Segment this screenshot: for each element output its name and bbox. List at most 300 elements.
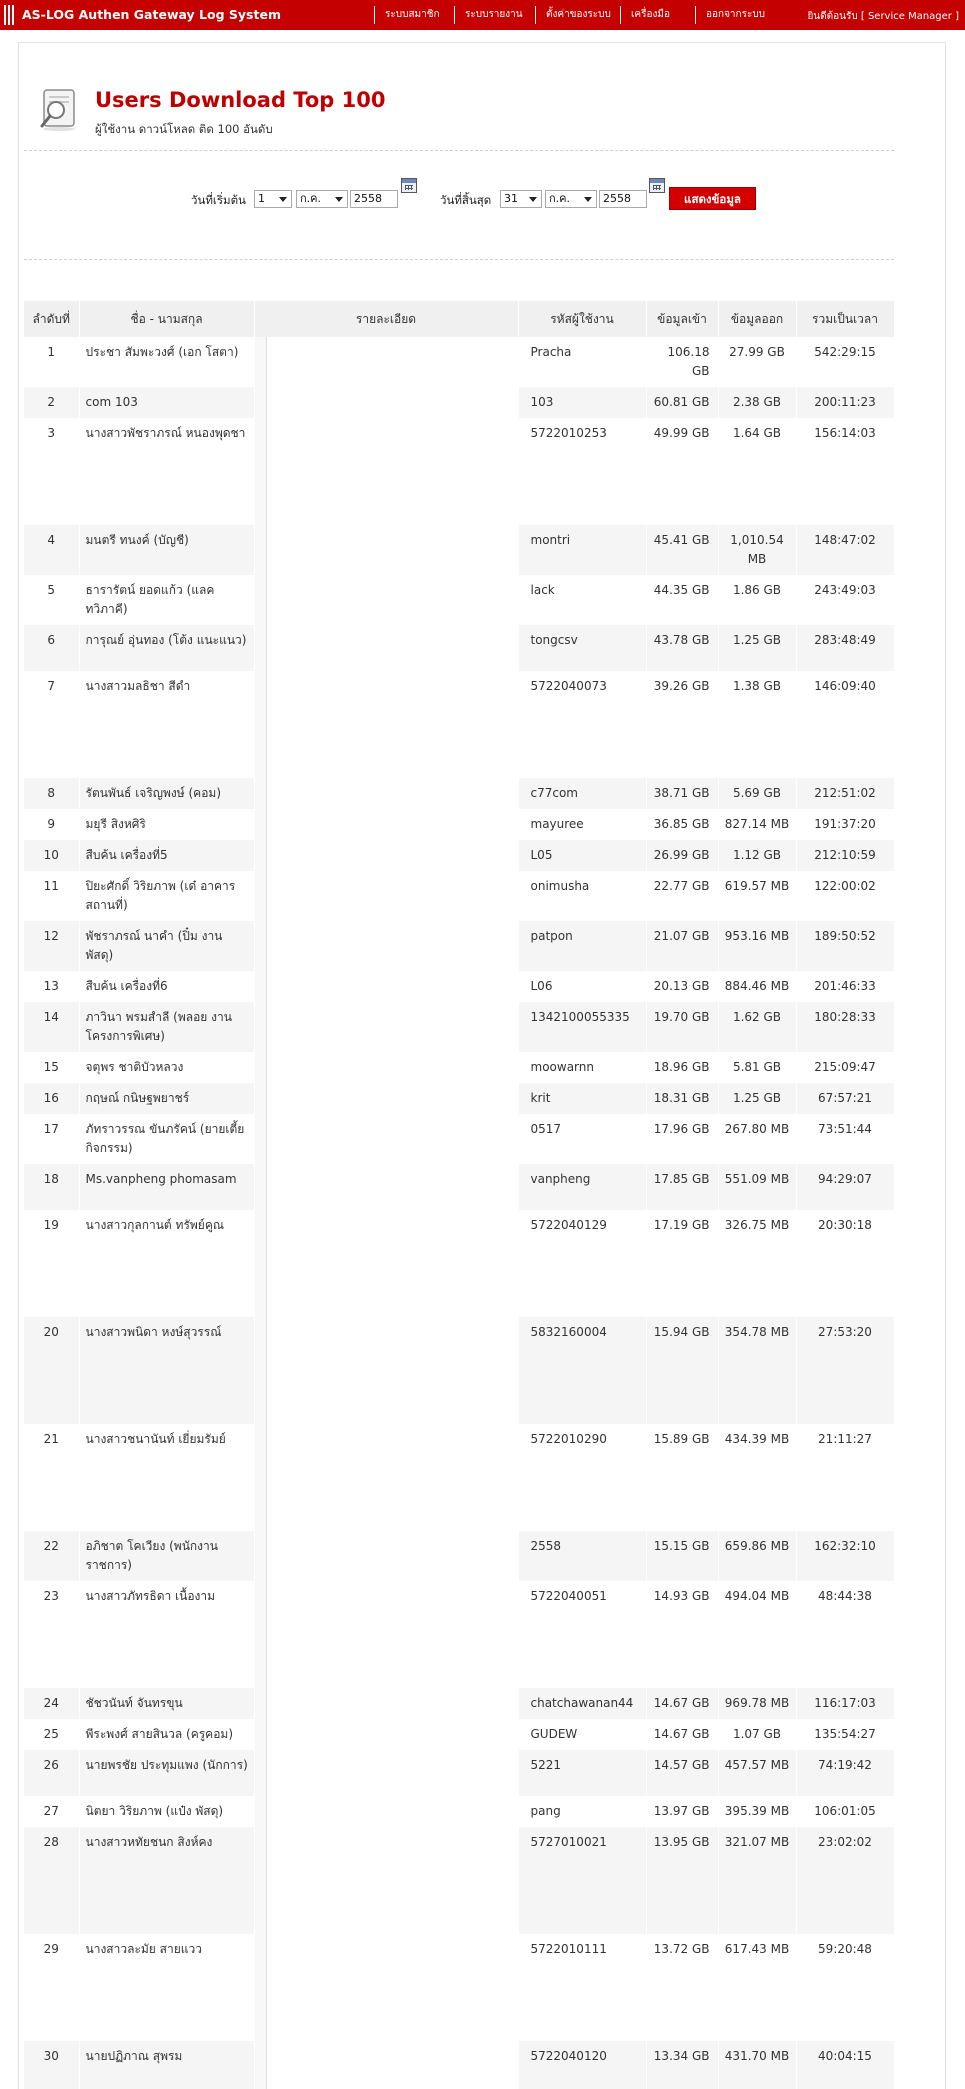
username-cell: 2558 bbox=[518, 1531, 646, 1581]
rank-cell: 24 bbox=[24, 1688, 79, 1719]
total-time-cell: 27:53:20 bbox=[796, 1317, 894, 1424]
total-time-cell: 48:44:38 bbox=[796, 1581, 894, 1688]
data-out-cell: 267.80 MB bbox=[718, 1114, 796, 1164]
total-time-cell: 74:19:42 bbox=[796, 1750, 894, 1796]
data-out-cell: 27.99 GB bbox=[718, 337, 796, 387]
detail-strip bbox=[255, 418, 267, 525]
total-time-cell: 542:29:15 bbox=[796, 337, 894, 387]
data-out-cell: 551.09 MB bbox=[718, 1164, 796, 1210]
detail-cell bbox=[254, 671, 518, 778]
nav-label[interactable]: ระบบสมาชิก bbox=[374, 6, 450, 24]
detail-strip bbox=[255, 1083, 267, 1114]
detail-cell bbox=[254, 1002, 518, 1052]
name-cell: อภิชาต โคเวียง (พนักงานราชการ) bbox=[79, 1531, 254, 1581]
data-in-cell: 49.99 GB bbox=[646, 418, 718, 525]
detail-cell bbox=[254, 1719, 518, 1750]
data-out-cell: 5.81 GB bbox=[718, 1052, 796, 1083]
total-time-cell: 20:30:18 bbox=[796, 1210, 894, 1317]
table-row bbox=[24, 387, 894, 418]
table-row bbox=[24, 525, 894, 575]
select-value: 31 bbox=[504, 192, 518, 205]
data-out-cell: 2.38 GB bbox=[718, 387, 796, 418]
username-cell: vanpheng bbox=[518, 1164, 646, 1210]
data-in-cell: 14.67 GB bbox=[646, 1688, 718, 1719]
username-cell: 5722010253 bbox=[518, 418, 646, 525]
name-cell: ประชา สัมพะวงศ์ (เอก โสตา) bbox=[79, 337, 254, 387]
brand-stripes-icon bbox=[4, 5, 16, 25]
detail-cell bbox=[254, 1052, 518, 1083]
username-cell: Pracha bbox=[518, 337, 646, 387]
total-time-cell: 162:32:10 bbox=[796, 1531, 894, 1581]
data-out-cell: 1.25 GB bbox=[718, 1083, 796, 1114]
data-out-cell: 1.07 GB bbox=[718, 1719, 796, 1750]
divider bbox=[24, 150, 894, 151]
username-cell: 5722040073 bbox=[518, 671, 646, 778]
data-in-cell: 17.85 GB bbox=[646, 1164, 718, 1210]
data-out-cell: 457.57 MB bbox=[718, 1750, 796, 1796]
top-bar bbox=[0, 0, 965, 30]
total-time-cell: 283:48:49 bbox=[796, 625, 894, 671]
total-time-cell: 122:00:02 bbox=[796, 871, 894, 921]
detail-strip bbox=[255, 1052, 267, 1083]
name-cell: การุณย์ อุ่นทอง (โต้ง แนะแนว) bbox=[79, 625, 254, 671]
col-header-total-time: รวมเป็นเวลา bbox=[796, 301, 894, 337]
data-in-cell: 106.18 GB bbox=[646, 337, 718, 387]
name-cell: พีระพงศ์ สายสินวล (ครูคอม) bbox=[79, 1719, 254, 1750]
name-cell: มยุรี สิงหศิริ bbox=[79, 809, 254, 840]
show-data-button[interactable]: แสดงข้อมูล bbox=[669, 187, 756, 210]
detail-strip bbox=[255, 575, 267, 625]
username-cell: patpon bbox=[518, 921, 646, 971]
table-row bbox=[24, 1719, 894, 1750]
data-out-cell: 827.14 MB bbox=[718, 809, 796, 840]
name-cell: พัชราภรณ์ นาคำ (ปิ๋ม งานพัสดุ) bbox=[79, 921, 254, 971]
total-time-cell: 212:10:59 bbox=[796, 840, 894, 871]
table-row bbox=[24, 671, 894, 778]
data-in-cell: 39.26 GB bbox=[646, 671, 718, 778]
page-subtitle: ผู้ใช้งาน ดาวน์โหลด ติด 100 อันดับ bbox=[95, 122, 273, 136]
detail-strip bbox=[255, 921, 267, 971]
data-out-cell: 1.62 GB bbox=[718, 1002, 796, 1052]
end-day-select[interactable] bbox=[500, 190, 542, 208]
detail-strip bbox=[255, 1796, 267, 1827]
table-row bbox=[24, 1210, 894, 1317]
nav-item-logout[interactable] bbox=[695, 0, 779, 30]
detail-strip bbox=[255, 1750, 267, 1796]
data-in-cell: 13.34 GB bbox=[646, 2041, 718, 2089]
name-cell: รัตนพันธ์ เจริญพงษ์ (คอม) bbox=[79, 778, 254, 809]
name-cell: นางสาวพัชราภรณ์ หนองพุดชา bbox=[79, 418, 254, 525]
select-value: 1 bbox=[258, 192, 265, 205]
table-row bbox=[24, 575, 894, 625]
total-time-cell: 116:17:03 bbox=[796, 1688, 894, 1719]
col-header-rank: ลำดับที่ bbox=[24, 301, 79, 337]
detail-cell bbox=[254, 575, 518, 625]
chevron-down-icon bbox=[335, 197, 343, 202]
divider bbox=[24, 259, 894, 260]
total-time-cell: 215:09:47 bbox=[796, 1052, 894, 1083]
name-cell: นางสาวหทัยชนก สิงห์คง bbox=[79, 1827, 254, 1934]
total-time-cell: 212:51:02 bbox=[796, 778, 894, 809]
detail-cell bbox=[254, 809, 518, 840]
username-cell: L05 bbox=[518, 840, 646, 871]
data-in-cell: 45.41 GB bbox=[646, 525, 718, 575]
detail-cell bbox=[254, 1424, 518, 1531]
total-time-cell: 106:01:05 bbox=[796, 1796, 894, 1827]
table-row bbox=[24, 921, 894, 971]
detail-cell bbox=[254, 1827, 518, 1934]
detail-strip bbox=[255, 1424, 267, 1531]
data-in-cell: 13.72 GB bbox=[646, 1934, 718, 2041]
data-out-cell: 354.78 MB bbox=[718, 1317, 796, 1424]
data-out-cell: 326.75 MB bbox=[718, 1210, 796, 1317]
name-cell: ภัทราวรรณ ขันภรัคน์ (ยายเตี้ย กิจกรรม) bbox=[79, 1114, 254, 1164]
rank-cell: 22 bbox=[24, 1531, 79, 1581]
col-header-detail: รายละเอียด bbox=[254, 301, 518, 337]
data-in-cell: 14.67 GB bbox=[646, 1719, 718, 1750]
username-cell: mayuree bbox=[518, 809, 646, 840]
rank-cell: 6 bbox=[24, 625, 79, 671]
data-in-cell: 38.71 GB bbox=[646, 778, 718, 809]
welcome-user[interactable]: ยินดีต้อนรับ [ Service Manager ] bbox=[807, 11, 959, 22]
detail-strip bbox=[255, 778, 267, 809]
detail-cell bbox=[254, 921, 518, 971]
rank-cell: 29 bbox=[24, 1934, 79, 2041]
rank-cell: 27 bbox=[24, 1796, 79, 1827]
data-out-cell: 619.57 MB bbox=[718, 871, 796, 921]
end-date-label: วันที่สิ้นสุด bbox=[440, 193, 492, 207]
rank-cell: 17 bbox=[24, 1114, 79, 1164]
detail-cell bbox=[254, 625, 518, 671]
data-out-cell: 395.39 MB bbox=[718, 1796, 796, 1827]
nav-label[interactable]: เครื่องมือ bbox=[620, 6, 680, 24]
total-time-cell: 59:20:48 bbox=[796, 1934, 894, 2041]
data-in-cell: 13.97 GB bbox=[646, 1796, 718, 1827]
table-row bbox=[24, 1581, 894, 1688]
username-cell: montri bbox=[518, 525, 646, 575]
name-cell: สืบค้น เครื่องที่6 bbox=[79, 971, 254, 1002]
table-row bbox=[24, 1052, 894, 1083]
username-cell: chatchawanan44 bbox=[518, 1688, 646, 1719]
data-out-cell: 884.46 MB bbox=[718, 971, 796, 1002]
data-out-cell: 1.86 GB bbox=[718, 575, 796, 625]
username-cell: 5832160004 bbox=[518, 1317, 646, 1424]
nav-item-members[interactable] bbox=[374, 0, 450, 30]
detail-cell bbox=[254, 1317, 518, 1424]
detail-strip bbox=[255, 840, 267, 871]
name-cell: นางสาวพนิดา หงษ์สุวรรณ์ bbox=[79, 1317, 254, 1424]
table-row bbox=[24, 1083, 894, 1114]
name-cell: ธารารัตน์ ยอดแก้ว (แลค ทวิภาคี) bbox=[79, 575, 254, 625]
rank-cell: 30 bbox=[24, 2041, 79, 2089]
detail-strip bbox=[255, 387, 267, 418]
rank-cell: 25 bbox=[24, 1719, 79, 1750]
detail-strip bbox=[255, 1164, 267, 1210]
table-row bbox=[24, 840, 894, 871]
table-row bbox=[24, 1317, 894, 1424]
username-cell: tongcsv bbox=[518, 625, 646, 671]
rank-cell: 20 bbox=[24, 1317, 79, 1424]
name-cell: นางสาวชนานันท์ เยี่ยมรัมย์ bbox=[79, 1424, 254, 1531]
detail-cell bbox=[254, 778, 518, 809]
data-out-cell: 1.64 GB bbox=[718, 418, 796, 525]
chevron-down-icon bbox=[279, 197, 287, 202]
table-row bbox=[24, 1796, 894, 1827]
data-in-cell: 15.89 GB bbox=[646, 1424, 718, 1531]
data-in-cell: 17.19 GB bbox=[646, 1210, 718, 1317]
data-in-cell: 43.78 GB bbox=[646, 625, 718, 671]
rank-cell: 13 bbox=[24, 971, 79, 1002]
rank-cell: 2 bbox=[24, 387, 79, 418]
start-year-input[interactable]: 2558 bbox=[350, 190, 398, 208]
name-cell: มนตรี ทนงค์ (บัญชี) bbox=[79, 525, 254, 575]
select-value: ก.ค. bbox=[549, 192, 571, 205]
data-in-cell: 13.95 GB bbox=[646, 1827, 718, 1934]
rank-cell: 26 bbox=[24, 1750, 79, 1796]
username-cell: 5722040129 bbox=[518, 1210, 646, 1317]
rank-cell: 9 bbox=[24, 809, 79, 840]
nav-item-reports[interactable] bbox=[454, 0, 533, 30]
username-cell: lack bbox=[518, 575, 646, 625]
table-row bbox=[24, 971, 894, 1002]
rank-cell: 28 bbox=[24, 1827, 79, 1934]
table-header-row bbox=[24, 301, 894, 337]
table-row bbox=[24, 1424, 894, 1531]
data-in-cell: 18.31 GB bbox=[646, 1083, 718, 1114]
detail-cell bbox=[254, 1114, 518, 1164]
table-row bbox=[24, 1002, 894, 1052]
detail-strip bbox=[255, 2041, 267, 2089]
end-year-input[interactable]: 2558 bbox=[599, 190, 647, 208]
chevron-down-icon bbox=[584, 197, 592, 202]
data-in-cell: 26.99 GB bbox=[646, 840, 718, 871]
data-out-cell: 659.86 MB bbox=[718, 1531, 796, 1581]
rank-cell: 23 bbox=[24, 1581, 79, 1688]
report-search-icon bbox=[38, 88, 80, 132]
name-cell: Ms.vanpheng phomasam bbox=[79, 1164, 254, 1210]
username-cell: 5727010021 bbox=[518, 1827, 646, 1934]
detail-strip bbox=[255, 525, 267, 575]
detail-cell bbox=[254, 1210, 518, 1317]
rank-cell: 16 bbox=[24, 1083, 79, 1114]
data-out-cell: 1.12 GB bbox=[718, 840, 796, 871]
name-cell: นายพรชัย ประทุมแพง (นักการ) bbox=[79, 1750, 254, 1796]
table-row bbox=[24, 1531, 894, 1581]
chevron-down-icon bbox=[529, 197, 537, 202]
username-cell: 5221 bbox=[518, 1750, 646, 1796]
name-cell: นางสาวกุลกานต์ ทรัพย์คูณ bbox=[79, 1210, 254, 1317]
username-cell: 5722040051 bbox=[518, 1581, 646, 1688]
total-time-cell: 40:04:15 bbox=[796, 2041, 894, 2089]
start-day-select[interactable] bbox=[254, 190, 292, 208]
detail-cell bbox=[254, 1688, 518, 1719]
data-in-cell: 44.35 GB bbox=[646, 575, 718, 625]
users-download-table bbox=[24, 301, 894, 2089]
detail-strip bbox=[255, 871, 267, 921]
col-header-data-in: ข้อมูลเข้า bbox=[646, 301, 718, 337]
nav-item-tools[interactable] bbox=[620, 0, 680, 30]
data-out-cell: 969.78 MB bbox=[718, 1688, 796, 1719]
table-row bbox=[24, 871, 894, 921]
detail-cell bbox=[254, 418, 518, 525]
data-in-cell: 14.93 GB bbox=[646, 1581, 718, 1688]
detail-strip bbox=[255, 1719, 267, 1750]
detail-cell bbox=[254, 387, 518, 418]
name-cell: นางสาวภัทรธิดา เนื้องาม bbox=[79, 1581, 254, 1688]
total-time-cell: 180:28:33 bbox=[796, 1002, 894, 1052]
detail-cell bbox=[254, 1083, 518, 1114]
rank-cell: 14 bbox=[24, 1002, 79, 1052]
table-row bbox=[24, 1750, 894, 1796]
detail-strip bbox=[255, 1317, 267, 1424]
username-cell: L06 bbox=[518, 971, 646, 1002]
data-out-cell: 494.04 MB bbox=[718, 1581, 796, 1688]
detail-cell bbox=[254, 871, 518, 921]
rank-cell: 15 bbox=[24, 1052, 79, 1083]
detail-strip bbox=[255, 1688, 267, 1719]
rank-cell: 5 bbox=[24, 575, 79, 625]
total-time-cell: 200:11:23 bbox=[796, 387, 894, 418]
detail-strip bbox=[255, 1002, 267, 1052]
data-out-cell: 1.25 GB bbox=[718, 625, 796, 671]
username-cell: 5722010111 bbox=[518, 1934, 646, 2041]
total-time-cell: 23:02:02 bbox=[796, 1827, 894, 1934]
name-cell: นิตยา วิริยภาพ (แป๋ง พัสดุ) bbox=[79, 1796, 254, 1827]
name-cell: ชัชวนันท์ จันทรขุน bbox=[79, 1688, 254, 1719]
table-row bbox=[24, 2041, 894, 2089]
total-time-cell: 73:51:44 bbox=[796, 1114, 894, 1164]
app-title: AS-LOG Authen Gateway Log System bbox=[22, 7, 281, 22]
username-cell: c77com bbox=[518, 778, 646, 809]
data-out-cell: 953.16 MB bbox=[718, 921, 796, 971]
username-cell: 5722040120 bbox=[518, 2041, 646, 2089]
name-cell: ภาวินา พรมสำลี (พลอย งานโครงการพิเศษ) bbox=[79, 1002, 254, 1052]
data-in-cell: 19.70 GB bbox=[646, 1002, 718, 1052]
col-header-name: ชื่อ - นามสกุล bbox=[79, 301, 254, 337]
total-time-cell: 21:11:27 bbox=[796, 1424, 894, 1531]
username-cell: pang bbox=[518, 1796, 646, 1827]
name-cell: นางสาวละมัย สายแวว bbox=[79, 1934, 254, 2041]
data-in-cell: 60.81 GB bbox=[646, 387, 718, 418]
detail-cell bbox=[254, 971, 518, 1002]
detail-cell bbox=[254, 2041, 518, 2089]
username-cell: onimusha bbox=[518, 871, 646, 921]
detail-cell bbox=[254, 840, 518, 871]
rank-cell: 10 bbox=[24, 840, 79, 871]
rank-cell: 11 bbox=[24, 871, 79, 921]
total-time-cell: 67:57:21 bbox=[796, 1083, 894, 1114]
table-row bbox=[24, 1114, 894, 1164]
detail-strip bbox=[255, 671, 267, 778]
name-cell: com 103 bbox=[79, 387, 254, 418]
rank-cell: 8 bbox=[24, 778, 79, 809]
start-calendar-icon[interactable] bbox=[401, 178, 417, 193]
username-cell: 0517 bbox=[518, 1114, 646, 1164]
col-header-data-out: ข้อมูลออก bbox=[718, 301, 796, 337]
data-in-cell: 22.77 GB bbox=[646, 871, 718, 921]
total-time-cell: 156:14:03 bbox=[796, 418, 894, 525]
table-row bbox=[24, 1688, 894, 1719]
data-in-cell: 17.96 GB bbox=[646, 1114, 718, 1164]
total-time-cell: 191:37:20 bbox=[796, 809, 894, 840]
name-cell: กฤษณ์ กนิษฐพยาชร์ bbox=[79, 1083, 254, 1114]
name-cell: สืบค้น เครื่องที่5 bbox=[79, 840, 254, 871]
username-cell: 5722010290 bbox=[518, 1424, 646, 1531]
page-title: Users Download Top 100 bbox=[95, 88, 386, 112]
detail-cell bbox=[254, 1796, 518, 1827]
detail-cell bbox=[254, 1164, 518, 1210]
data-out-cell: 617.43 MB bbox=[718, 1934, 796, 2041]
nav-label[interactable]: ตั้งค่าของระบบ bbox=[535, 6, 621, 24]
rank-cell: 21 bbox=[24, 1424, 79, 1531]
total-time-cell: 189:50:52 bbox=[796, 921, 894, 971]
username-cell: 103 bbox=[518, 387, 646, 418]
total-time-cell: 146:09:40 bbox=[796, 671, 894, 778]
start-month-select[interactable] bbox=[296, 190, 348, 208]
table-row bbox=[24, 418, 894, 525]
table-row bbox=[24, 1934, 894, 2041]
data-out-cell: 431.70 MB bbox=[718, 2041, 796, 2089]
detail-cell bbox=[254, 337, 518, 387]
data-in-cell: 18.96 GB bbox=[646, 1052, 718, 1083]
detail-strip bbox=[255, 1210, 267, 1317]
rank-cell: 7 bbox=[24, 671, 79, 778]
rank-cell: 18 bbox=[24, 1164, 79, 1210]
rank-cell: 1 bbox=[24, 337, 79, 387]
end-calendar-icon[interactable] bbox=[649, 178, 665, 193]
detail-strip bbox=[255, 337, 267, 387]
table-row bbox=[24, 778, 894, 809]
table-row bbox=[24, 1827, 894, 1934]
detail-cell bbox=[254, 1531, 518, 1581]
detail-cell bbox=[254, 1581, 518, 1688]
detail-strip bbox=[255, 625, 267, 671]
data-out-cell: 434.39 MB bbox=[718, 1424, 796, 1531]
nav-item-settings[interactable] bbox=[535, 0, 621, 30]
detail-strip bbox=[255, 1934, 267, 2041]
col-header-username: รหัสผู้ใช้งาน bbox=[518, 301, 646, 337]
nav-label[interactable]: ระบบรายงาน bbox=[454, 6, 533, 24]
data-in-cell: 21.07 GB bbox=[646, 921, 718, 971]
detail-cell bbox=[254, 525, 518, 575]
end-month-select[interactable] bbox=[545, 190, 597, 208]
data-out-cell: 1.38 GB bbox=[718, 671, 796, 778]
data-in-cell: 15.94 GB bbox=[646, 1317, 718, 1424]
total-time-cell: 148:47:02 bbox=[796, 525, 894, 575]
data-in-cell: 15.15 GB bbox=[646, 1531, 718, 1581]
rank-cell: 4 bbox=[24, 525, 79, 575]
rank-cell: 3 bbox=[24, 418, 79, 525]
detail-cell bbox=[254, 1934, 518, 2041]
nav-label[interactable]: ออกจากระบบ bbox=[695, 6, 779, 24]
data-in-cell: 20.13 GB bbox=[646, 971, 718, 1002]
detail-strip bbox=[255, 971, 267, 1002]
username-cell: krit bbox=[518, 1083, 646, 1114]
name-cell: นายปฏิภาณ สุพรม bbox=[79, 2041, 254, 2089]
select-value: ก.ค. bbox=[300, 192, 322, 205]
rank-cell: 12 bbox=[24, 921, 79, 971]
data-out-cell: 1,010.54 MB bbox=[718, 525, 796, 575]
total-time-cell: 94:29:07 bbox=[796, 1164, 894, 1210]
data-in-cell: 36.85 GB bbox=[646, 809, 718, 840]
detail-cell bbox=[254, 1750, 518, 1796]
detail-strip bbox=[255, 1114, 267, 1164]
name-cell: ปิยะศักดิ์ วิริยภาพ (เด๋ อาคารสถานที่) bbox=[79, 871, 254, 921]
name-cell: จตุพร ชาติบัวหลวง bbox=[79, 1052, 254, 1083]
detail-strip bbox=[255, 809, 267, 840]
table-row bbox=[24, 337, 894, 387]
total-time-cell: 201:46:33 bbox=[796, 971, 894, 1002]
